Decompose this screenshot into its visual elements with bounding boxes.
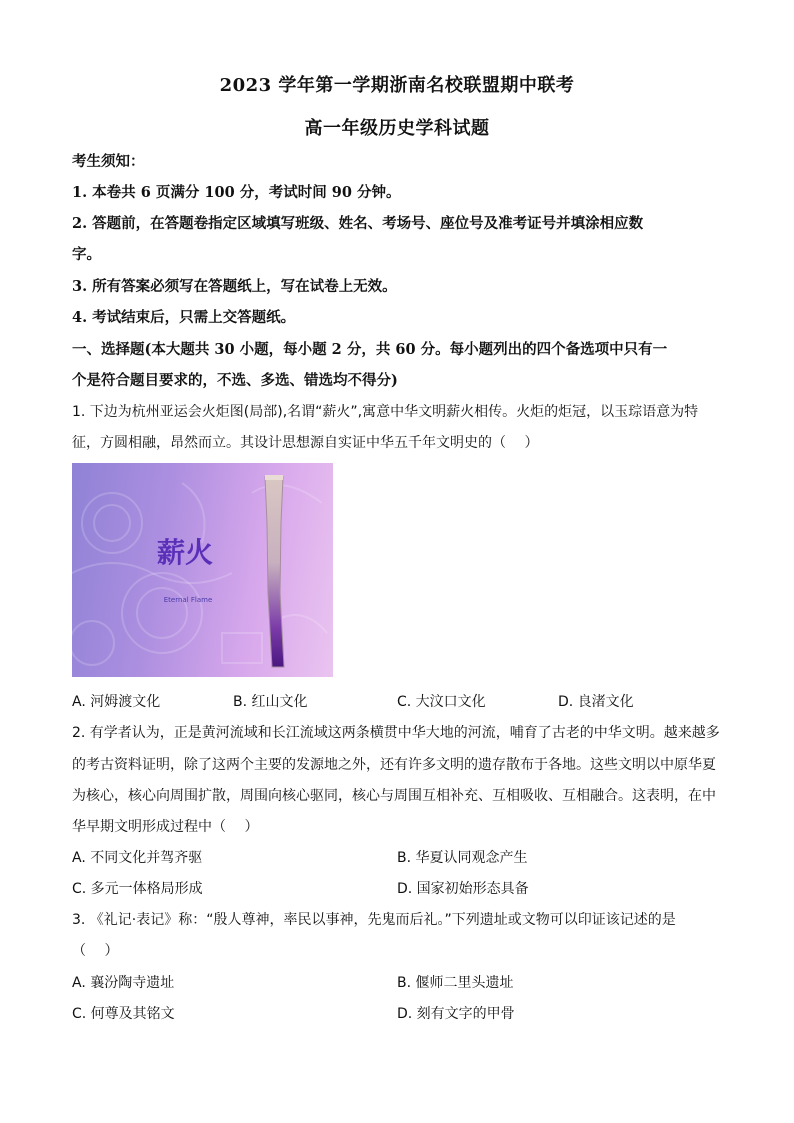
torch-pattern <box>72 463 333 677</box>
notice-item: 2. 答题前，在答题卷指定区域填写班级、姓名、考场号、座位号及准考证号并填涂相应数 <box>72 215 644 232</box>
option-d[interactable]: D. 刻有文字的甲骨 <box>397 1006 515 1022</box>
option-b[interactable]: B. 华夏认同观念产生 <box>397 850 528 866</box>
option-c[interactable]: C. 何尊及其铭文 <box>72 1006 175 1022</box>
option-a[interactable]: A. 不同文化并驾齐驱 <box>72 850 203 866</box>
option-d[interactable]: D. 良渚文化 <box>558 694 634 710</box>
notice-item: 3. 所有答案必须写在答题纸上，写在试卷上无效。 <box>72 278 397 295</box>
option-c[interactable]: C. 大汶口文化 <box>397 694 486 710</box>
option-a[interactable]: A. 襄汾陶寺遗址 <box>72 975 175 991</box>
question-3-text: （ ） <box>72 943 119 959</box>
section-heading: 一、选择题(本大题共 30 小题，每小题 2 分，共 60 分。每小题列出的四个备选项中只有一 <box>72 341 668 358</box>
option-a[interactable]: A. 河姆渡文化 <box>72 694 161 710</box>
option-d[interactable]: D. 国家初始形态具备 <box>397 881 529 897</box>
option-b[interactable]: B. 红山文化 <box>233 694 308 710</box>
exam-subtitle: 高一年级历史学科试题 <box>304 118 490 139</box>
torch-logo-text: 薪火 <box>156 536 213 569</box>
torch-image <box>72 463 333 677</box>
question-2-text: 2. 有学者认为，正是黄河流域和长江流域这两条横贯中华大地的河流，哺育了古老的中华文明。越来越多 <box>72 725 720 741</box>
section-heading-cont: 个是符合题目要求的，不选、多选、错选均不得分) <box>72 372 398 389</box>
question-1-text: 1. 下边为杭州亚运会火炬图(局部),名谓“薪火”,寓意中华文明薪火相传。火炬的炬冠，以玉琮语意为特 <box>72 404 699 420</box>
notice-item: 字。 <box>72 246 101 263</box>
torch-logo-english: Eternal Flame <box>163 596 213 604</box>
question-1-text: 征，方圆相融，昂然而立。其设计思想源自实证中华五千年文明史的（ ） <box>72 435 539 451</box>
notice-heading: 考生须知： <box>72 153 145 170</box>
question-2-text: 的考古资料证明，除了这两个主要的发源地之外，还有许多文明的遗存散布于各地。这些文明以中原华夏 <box>72 757 716 773</box>
exam-title: 2023 学年第一学期浙南名校联盟期中联考 <box>219 75 575 96</box>
question-3-text: 3. 《礼记·表记》称：“殷人尊神，率民以事神，先鬼而后礼。”下列遗址或文物可以印证该记述的是 <box>72 912 676 928</box>
question-2-text: 为核心，核心向周围扩散，周围向核心驱同，核心与周围互相补充、互相吸收、互相融合。这表明，在中 <box>72 788 716 804</box>
notice-item: 1. 本卷共 6 页满分 100 分，考试时间 90 分钟。 <box>72 184 401 201</box>
question-2-text: 华早期文明形成过程中（ ） <box>72 819 259 835</box>
notice-item: 4. 考试结束后，只需上交答题纸。 <box>72 309 296 326</box>
option-b[interactable]: B. 偃师二里头遗址 <box>397 975 514 991</box>
option-c[interactable]: C. 多元一体格局形成 <box>72 881 203 897</box>
